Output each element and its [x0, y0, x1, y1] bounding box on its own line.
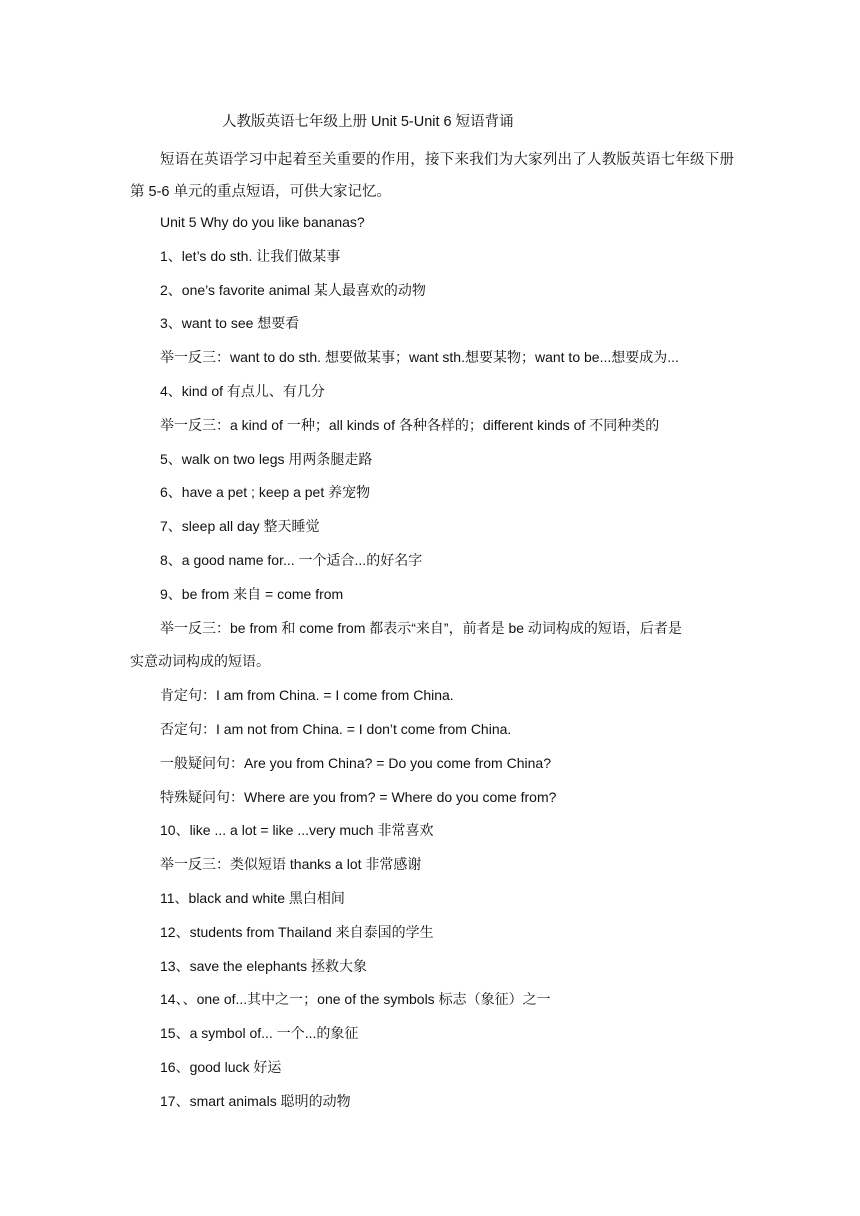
sentence-affirmative: 肯定句：I am from China. = I come from China.	[160, 687, 454, 704]
phrase-line: 11、black and white 黑白相间	[160, 889, 345, 906]
example-paragraph	[130, 612, 750, 680]
sentence-yes-no-question: 一般疑问句：Are you from China? = Do you come from China?	[160, 754, 551, 771]
example-paragraph-second-line: 实意动词构成的短语。	[130, 653, 270, 670]
phrase-line: 8、a good name for... 一个适合...的好名字	[160, 551, 423, 568]
phrase-line: 15、a symbol of... 一个...的象征	[160, 1025, 359, 1042]
phrase-line: 17、smart animals 聪明的动物	[160, 1092, 351, 1109]
phrase-line: 12、students from Thailand 来自泰国的学生	[160, 923, 434, 940]
phrase-line: 14、、one of...其中之一；one of the symbols 标志（象征）之一	[160, 991, 551, 1008]
phrase-line: 1、let’s do sth. 让我们做某事	[160, 247, 341, 264]
phrase-line: 10、like ... a lot = like ...very much 非常喜欢	[160, 822, 434, 839]
example-line: 举一反三：want to do sth. 想要做某事；want sth.想要某物；want to be...想要成为...	[160, 349, 679, 366]
example-line: 举一反三：类似短语 thanks a lot 非常感谢	[160, 856, 422, 873]
unit-heading: Unit 5 Why do you like bananas?	[160, 214, 365, 230]
phrase-line: 3、want to see 想要看	[160, 315, 300, 332]
phrase-line: 9、be from 来自 = come from	[160, 585, 344, 602]
example-paragraph-first-line: 举一反三：be from 和 come from 都表示“来自”，前者是 be 动词构成的短语，后者是	[160, 619, 682, 636]
phrase-line: 7、sleep all day 整天睡觉	[160, 518, 320, 535]
phrase-line: 6、have a pet ; keep a pet 养宠物	[160, 484, 371, 501]
sentence-wh-question: 特殊疑问句：Where are you from? = Where do you come from?	[160, 788, 557, 805]
phrase-line: 13、save the elephants 拯救大象	[160, 957, 367, 974]
phrase-line: 4、kind of 有点儿、有几分	[160, 382, 325, 399]
document-title: 人教版英语七年级上册 Unit 5-Unit 6 短语背诵	[222, 114, 514, 130]
example-line: 举一反三：a kind of 一种；all kinds of 各种各样的；different kinds of 不同种类的	[160, 416, 660, 433]
phrase-line: 5、walk on two legs 用两条腿走路	[160, 450, 373, 467]
intro-paragraph: 短语在英语学习中起着至关重要的作用，接下来我们为大家列出了人教版英语七年级下册第 5-6 单元的重点短语，可供大家记忆。	[130, 152, 734, 200]
phrase-line: 16、good luck 好运	[160, 1058, 282, 1075]
sentence-negative: 否定句：I am not from China. = I don’t come from China.	[160, 720, 512, 737]
phrase-line: 2、one’s favorite animal 某人最喜欢的动物	[160, 281, 426, 298]
phrase-list	[130, 206, 750, 1119]
